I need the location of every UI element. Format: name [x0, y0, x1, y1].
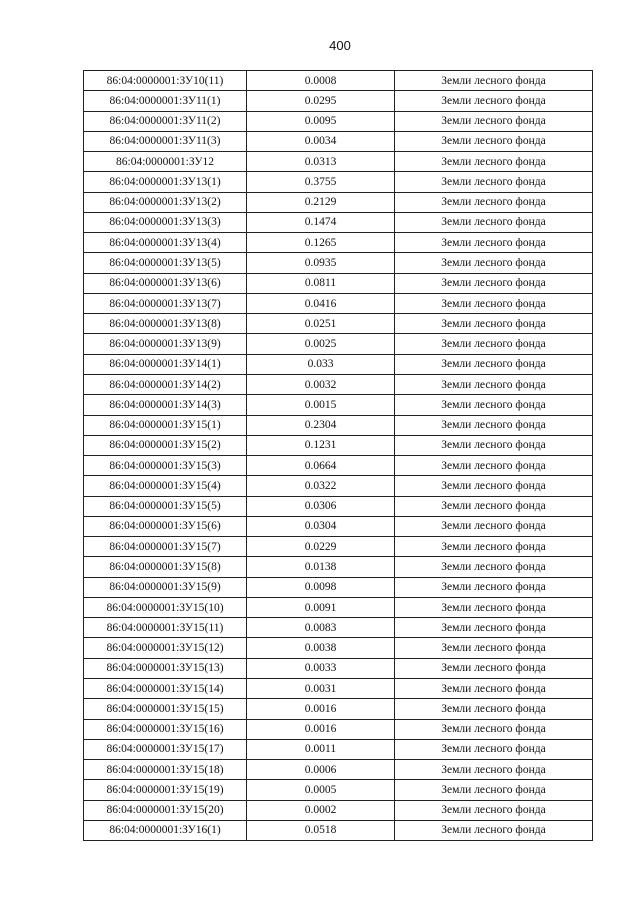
area-cell: 0.0095	[247, 111, 395, 131]
cadastral-number-cell: 86:04:0000001:ЗУ15(14)	[84, 678, 247, 698]
area-cell: 0.0251	[247, 314, 395, 334]
table-row	[84, 192, 593, 212]
table-row	[84, 314, 593, 334]
cadastral-number-cell: 86:04:0000001:ЗУ13(8)	[84, 314, 247, 334]
cadastral-number-cell: 86:04:0000001:ЗУ15(19)	[84, 780, 247, 800]
table-row	[84, 456, 593, 476]
table-row	[84, 577, 593, 597]
cadastral-number-cell: 86:04:0000001:ЗУ15(3)	[84, 456, 247, 476]
area-cell: 0.0016	[247, 719, 395, 739]
area-cell: 0.0091	[247, 597, 395, 617]
land-category-cell: Земли лесного фонда	[395, 172, 593, 192]
land-category-cell: Земли лесного фонда	[395, 71, 593, 91]
land-plots-table-body	[84, 71, 593, 841]
table-row	[84, 597, 593, 617]
area-cell: 0.1231	[247, 435, 395, 455]
table-row	[84, 658, 593, 678]
cadastral-number-cell: 86:04:0000001:ЗУ14(3)	[84, 395, 247, 415]
cadastral-number-cell: 86:04:0000001:ЗУ14(1)	[84, 354, 247, 374]
land-category-cell: Земли лесного фонда	[395, 192, 593, 212]
table-row	[84, 699, 593, 719]
area-cell: 0.0002	[247, 800, 395, 820]
land-category-cell: Земли лесного фонда	[395, 293, 593, 313]
land-category-cell: Земли лесного фонда	[395, 415, 593, 435]
area-cell: 0.0518	[247, 820, 395, 840]
table-row	[84, 131, 593, 151]
land-category-cell: Земли лесного фонда	[395, 516, 593, 536]
area-cell: 0.0811	[247, 273, 395, 293]
area-cell: 0.0138	[247, 557, 395, 577]
area-cell: 0.0011	[247, 739, 395, 759]
table-row	[84, 152, 593, 172]
land-category-cell: Земли лесного фонда	[395, 760, 593, 780]
land-plots-table	[83, 70, 593, 841]
cadastral-number-cell: 86:04:0000001:ЗУ15(20)	[84, 800, 247, 820]
table-row	[84, 435, 593, 455]
cadastral-number-cell: 86:04:0000001:ЗУ14(2)	[84, 374, 247, 394]
cadastral-number-cell: 86:04:0000001:ЗУ15(13)	[84, 658, 247, 678]
area-cell: 0.0034	[247, 131, 395, 151]
area-cell: 0.0295	[247, 91, 395, 111]
table-row	[84, 618, 593, 638]
area-cell: 0.0025	[247, 334, 395, 354]
table-row	[84, 334, 593, 354]
table-row	[84, 537, 593, 557]
area-cell: 0.0005	[247, 780, 395, 800]
land-category-cell: Земли лесного фонда	[395, 253, 593, 273]
cadastral-number-cell: 86:04:0000001:ЗУ15(10)	[84, 597, 247, 617]
land-category-cell: Земли лесного фонда	[395, 476, 593, 496]
area-cell: 0.2129	[247, 192, 395, 212]
cadastral-number-cell: 86:04:0000001:ЗУ15(12)	[84, 638, 247, 658]
area-cell: 0.0008	[247, 71, 395, 91]
area-cell: 0.1474	[247, 212, 395, 232]
land-category-cell: Земли лесного фонда	[395, 435, 593, 455]
cadastral-number-cell: 86:04:0000001:ЗУ15(18)	[84, 760, 247, 780]
land-category-cell: Земли лесного фонда	[395, 111, 593, 131]
cadastral-number-cell: 86:04:0000001:ЗУ13(9)	[84, 334, 247, 354]
table-row	[84, 760, 593, 780]
cadastral-number-cell: 86:04:0000001:ЗУ13(2)	[84, 192, 247, 212]
area-cell: 0.0306	[247, 496, 395, 516]
table-row	[84, 293, 593, 313]
area-cell: 0.2304	[247, 415, 395, 435]
table-row	[84, 273, 593, 293]
cadastral-number-cell: 86:04:0000001:ЗУ11(2)	[84, 111, 247, 131]
land-category-cell: Земли лесного фонда	[395, 354, 593, 374]
area-cell: 0.0033	[247, 658, 395, 678]
table-row	[84, 354, 593, 374]
area-cell: 0.0935	[247, 253, 395, 273]
table-row	[84, 233, 593, 253]
land-category-cell: Земли лесного фонда	[395, 456, 593, 476]
table-row	[84, 91, 593, 111]
cadastral-number-cell: 86:04:0000001:ЗУ11(1)	[84, 91, 247, 111]
land-category-cell: Земли лесного фонда	[395, 131, 593, 151]
area-cell: 0.0032	[247, 374, 395, 394]
area-cell: 0.0016	[247, 699, 395, 719]
cadastral-number-cell: 86:04:0000001:ЗУ15(17)	[84, 739, 247, 759]
cadastral-number-cell: 86:04:0000001:ЗУ13(6)	[84, 273, 247, 293]
land-category-cell: Земли лесного фонда	[395, 91, 593, 111]
cadastral-number-cell: 86:04:0000001:ЗУ15(9)	[84, 577, 247, 597]
land-category-cell: Земли лесного фонда	[395, 374, 593, 394]
area-cell: 0.0038	[247, 638, 395, 658]
table-row	[84, 395, 593, 415]
table-row	[84, 820, 593, 840]
cadastral-number-cell: 86:04:0000001:ЗУ15(6)	[84, 516, 247, 536]
table-row	[84, 111, 593, 131]
table-row	[84, 557, 593, 577]
land-category-cell: Земли лесного фонда	[395, 395, 593, 415]
table-row	[84, 739, 593, 759]
area-cell: 0.0416	[247, 293, 395, 313]
cadastral-number-cell: 86:04:0000001:ЗУ15(2)	[84, 435, 247, 455]
cadastral-number-cell: 86:04:0000001:ЗУ10(11)	[84, 71, 247, 91]
cadastral-number-cell: 86:04:0000001:ЗУ13(7)	[84, 293, 247, 313]
land-category-cell: Земли лесного фонда	[395, 152, 593, 172]
table-row	[84, 780, 593, 800]
table-row	[84, 71, 593, 91]
cadastral-number-cell: 86:04:0000001:ЗУ15(7)	[84, 537, 247, 557]
land-category-cell: Земли лесного фонда	[395, 780, 593, 800]
land-category-cell: Земли лесного фонда	[395, 800, 593, 820]
table-row	[84, 678, 593, 698]
table-row	[84, 253, 593, 273]
table-row	[84, 719, 593, 739]
land-category-cell: Земли лесного фонда	[395, 597, 593, 617]
area-cell: 0.3755	[247, 172, 395, 192]
land-category-cell: Земли лесного фонда	[395, 496, 593, 516]
land-category-cell: Земли лесного фонда	[395, 212, 593, 232]
table-row	[84, 800, 593, 820]
land-category-cell: Земли лесного фонда	[395, 820, 593, 840]
cadastral-number-cell: 86:04:0000001:ЗУ12	[84, 152, 247, 172]
area-cell: 0.0304	[247, 516, 395, 536]
area-cell: 0.0229	[247, 537, 395, 557]
land-category-cell: Земли лесного фонда	[395, 699, 593, 719]
table-row	[84, 516, 593, 536]
page-number: 400	[329, 38, 351, 53]
land-category-cell: Земли лесного фонда	[395, 537, 593, 557]
area-cell: 0.033	[247, 354, 395, 374]
land-category-cell: Земли лесного фонда	[395, 678, 593, 698]
land-category-cell: Земли лесного фонда	[395, 273, 593, 293]
table-row	[84, 172, 593, 192]
land-category-cell: Земли лесного фонда	[395, 638, 593, 658]
table-row	[84, 212, 593, 232]
cadastral-number-cell: 86:04:0000001:ЗУ13(4)	[84, 233, 247, 253]
cadastral-number-cell: 86:04:0000001:ЗУ15(4)	[84, 476, 247, 496]
land-category-cell: Земли лесного фонда	[395, 577, 593, 597]
land-category-cell: Земли лесного фонда	[395, 658, 593, 678]
area-cell: 0.0322	[247, 476, 395, 496]
cadastral-number-cell: 86:04:0000001:ЗУ15(11)	[84, 618, 247, 638]
land-category-cell: Земли лесного фонда	[395, 618, 593, 638]
cadastral-number-cell: 86:04:0000001:ЗУ15(1)	[84, 415, 247, 435]
area-cell: 0.0006	[247, 760, 395, 780]
cadastral-number-cell: 86:04:0000001:ЗУ15(15)	[84, 699, 247, 719]
cadastral-number-cell: 86:04:0000001:ЗУ15(5)	[84, 496, 247, 516]
cadastral-number-cell: 86:04:0000001:ЗУ16(1)	[84, 820, 247, 840]
land-category-cell: Земли лесного фонда	[395, 557, 593, 577]
land-category-cell: Земли лесного фонда	[395, 314, 593, 334]
cadastral-number-cell: 86:04:0000001:ЗУ13(1)	[84, 172, 247, 192]
cadastral-number-cell: 86:04:0000001:ЗУ13(3)	[84, 212, 247, 232]
area-cell: 0.0015	[247, 395, 395, 415]
table-row	[84, 374, 593, 394]
land-category-cell: Земли лесного фонда	[395, 719, 593, 739]
cadastral-number-cell: 86:04:0000001:ЗУ15(16)	[84, 719, 247, 739]
area-cell: 0.0031	[247, 678, 395, 698]
land-category-cell: Земли лесного фонда	[395, 233, 593, 253]
table-row	[84, 638, 593, 658]
area-cell: 0.0083	[247, 618, 395, 638]
cadastral-number-cell: 86:04:0000001:ЗУ13(5)	[84, 253, 247, 273]
area-cell: 0.0098	[247, 577, 395, 597]
land-category-cell: Земли лесного фонда	[395, 334, 593, 354]
cadastral-number-cell: 86:04:0000001:ЗУ11(3)	[84, 131, 247, 151]
table-row	[84, 496, 593, 516]
area-cell: 0.1265	[247, 233, 395, 253]
area-cell: 0.0664	[247, 456, 395, 476]
cadastral-number-cell: 86:04:0000001:ЗУ15(8)	[84, 557, 247, 577]
table-row	[84, 415, 593, 435]
area-cell: 0.0313	[247, 152, 395, 172]
land-category-cell: Земли лесного фонда	[395, 739, 593, 759]
table-row	[84, 476, 593, 496]
